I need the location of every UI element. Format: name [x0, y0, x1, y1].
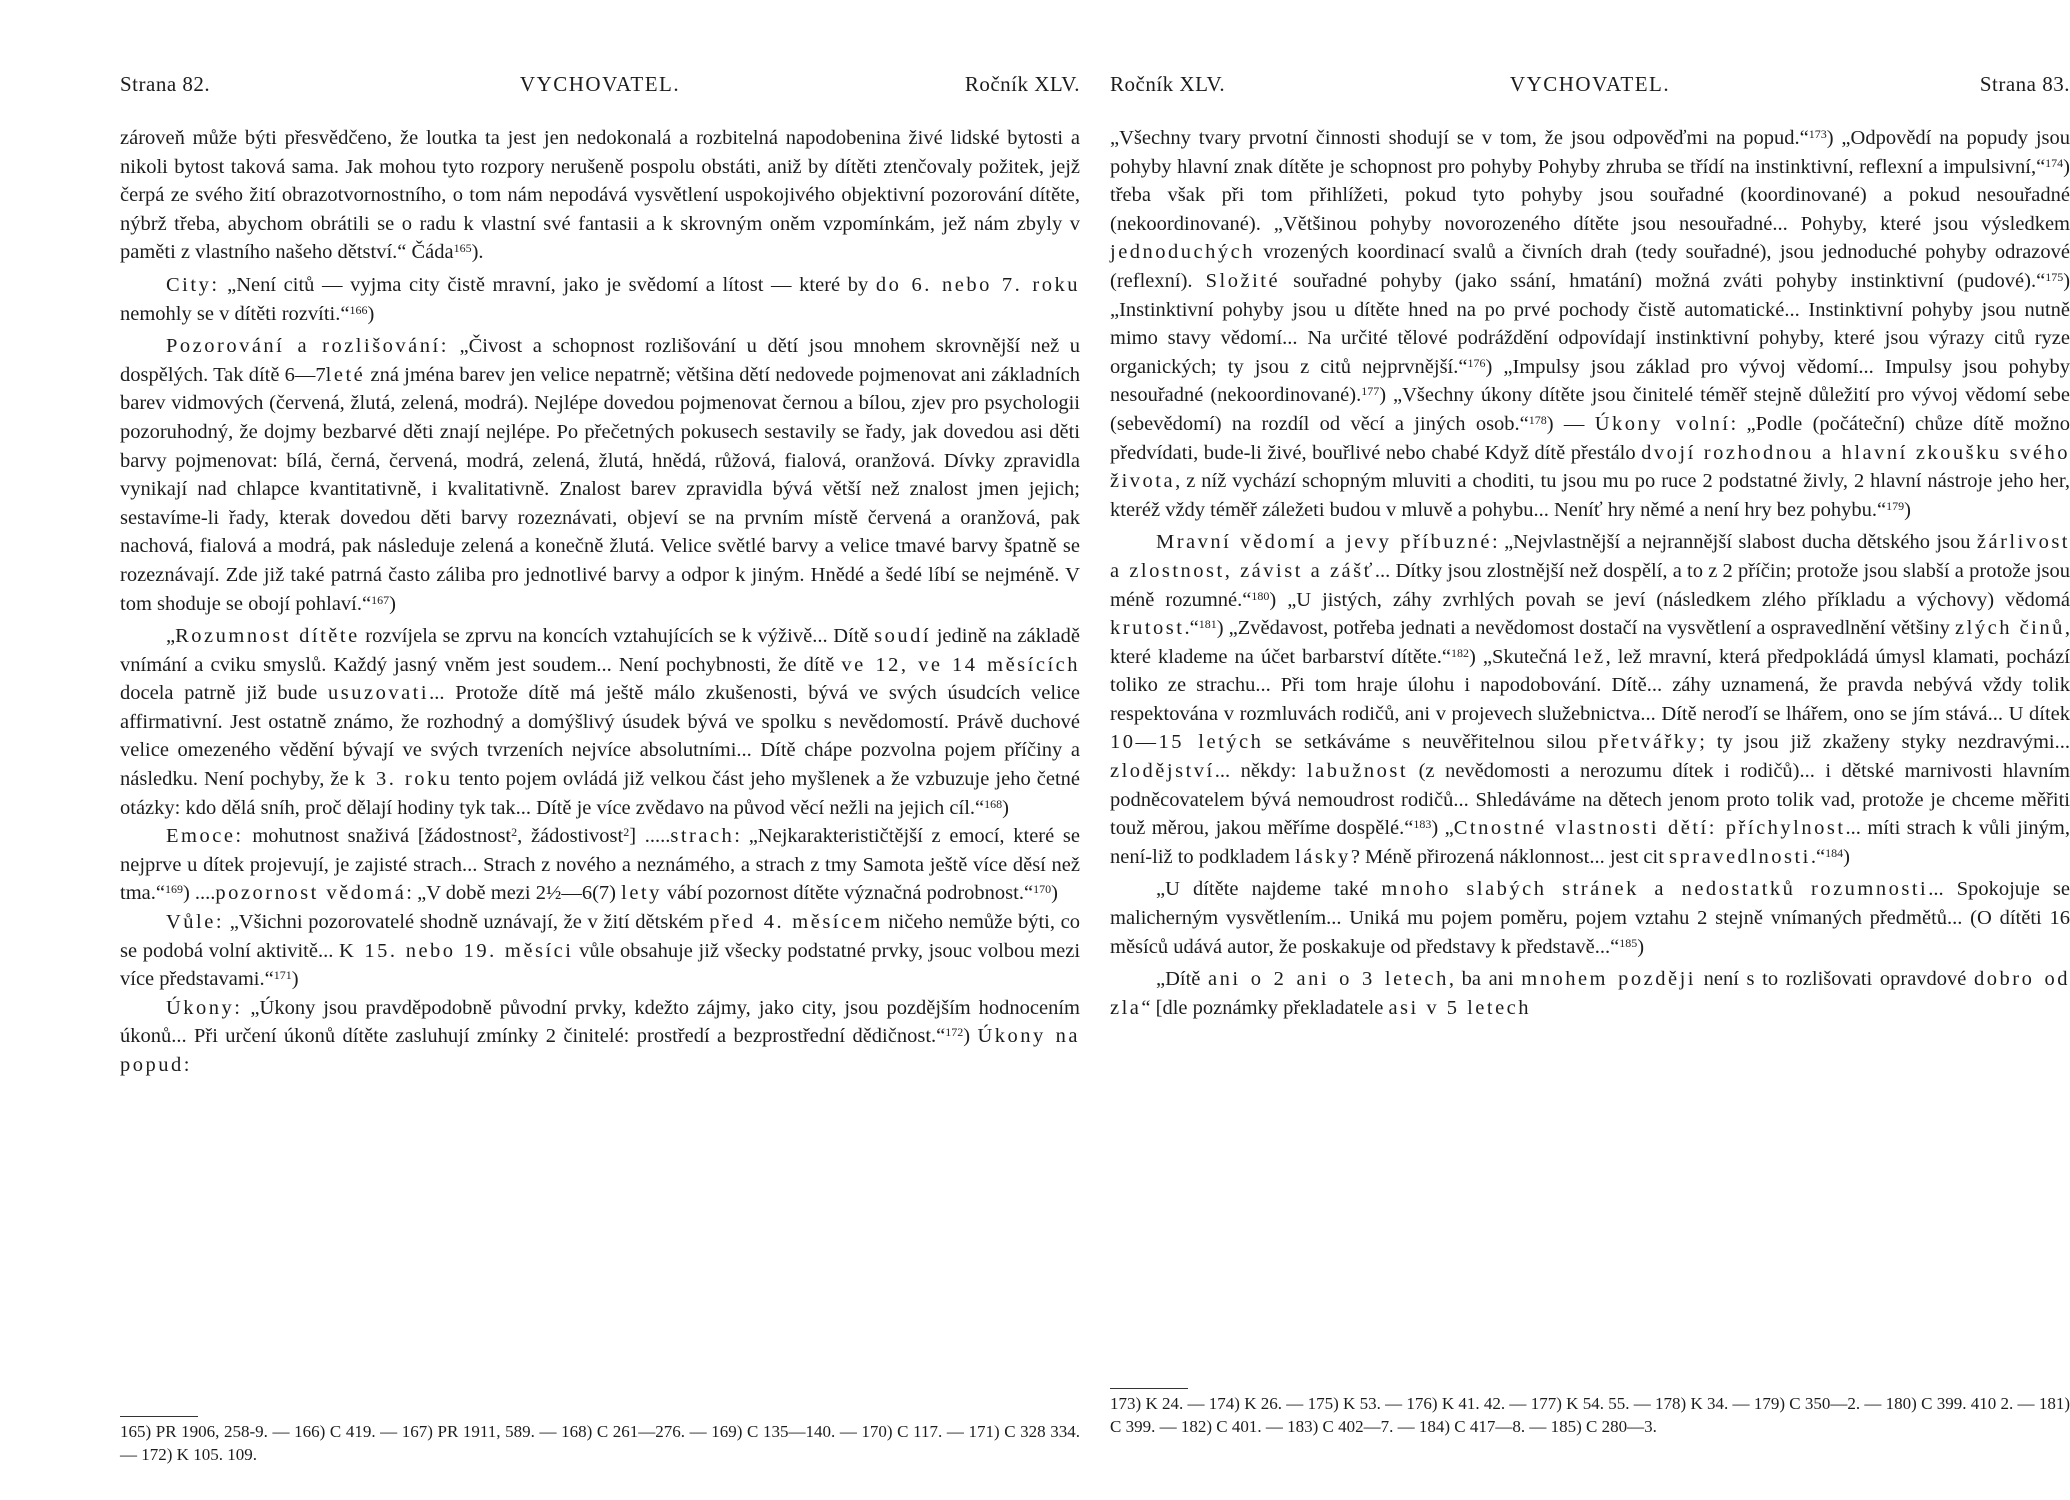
page-number: Strana 83.	[1979, 72, 2070, 96]
paragraph: „U dítěte najdeme také mnoho slabých stránek a nedostatků rozumnosti... Spokojuje se malicherným vysvětlením... Uniká mu pojem poměru, pojem vztahu 2 stejně vnímaných předmětů... (O dítěti 16 měsíců udává autor, že poskakuje od představy k představě...“$^{185}$)	[1110, 878, 2070, 958]
volume-label: Ročník XLV.	[964, 72, 1080, 96]
paragraph: Pozorování a rozlišování: „Čivost a schopnost rozlišování u dětí jsou mnohem skrovnější než u dospělých. Tak dítě 6—7leté zná jména barev jen velice nepatrně; většina dětí nedovede pojmenovat ani základních barev vidmových (červená, žlutá, zelená, modrá). Nejlépe dovedou pojmenovat černou a bílou, zjev pro psychologii pozoruhodný, že dojmy bezbarvé děti znají nejlépe. Po přečetných pokusech sestavily se řady, jak dovedou asi děti barvy pojmenovat: bílá, černá, červená, modrá, zelená, žlutá, hnědá, růžová, fialová, oranžová. Dívky zpravidla vynikají nad chlapce kvantitativně, i kvalitativně. Znalost barev zpravidla bývá větší než znalost jmen jejich; sestavíme-li řady, kterak dovedou děti barvy rozeznávati, objeví se na prvním místě červená a oranžová, pak nachová, fialová a modrá, pak následuje zelená a konečně žlutá. Velice světlé barvy a velice tmavé barvy špatně se rozeznávají. Zde již také patrná často záliba pro jednotlivé barvy a odpor k jiným. Hnědé a šedé líbí se nejméně. V tom shoduje se obojí pohlaví.“$^{167}$)	[120, 335, 1080, 615]
paragraph: zároveň může býti přesvědčeno, že loutka ta jest jen nedokonalá a rozbitelná napodobenina živé lidské bytosti a nikoli bytost taková sama. Jak mohou tyto rozpory nerušeně pospolu obstáti, aniž by dítěti ztenčovaly požitek, jejž čerpá ze svého žití obrazotvornostního, o tom nám nepodává vysvětlení uspokojivého objektivní pozorování dítěte, nýbrž třeba, abychom obrátili se o radu k vlastní své fantasii a k skrovným oněm vzpomínkám, jež nám zbyly v paměti z vlastního našeho dětství.“ Čáda$^{165}$).	[120, 127, 1080, 264]
section-heading: Vůle:	[166, 911, 225, 934]
page-number: Strana 82.	[120, 72, 211, 96]
section-heading: City:	[166, 273, 220, 296]
paragraph: Emoce: mohutnost snaživá [žádostnost$^2$, žádostivost$^2$] .....strach: „Nejkarakterističtější z emocí, které se nejprve u dítek projevují, je zajisté strach... Strach z nového a neznámého, a strach z tmy Samota ještě více děsí než tma.“$^{169}$) ....pozornost vědomá: „V době mezi 2½—6(7) lety vábí pozornost dítěte význačná podrobnost.“$^{170}$)	[120, 825, 1080, 905]
paragraph: Vůle: „Všichni pozorovatelé shodně uznávají, že v žití dětském před 4. měsícem ničeho nemůže býti, co se podobá volní aktivitě... K 15. nebo 19. měsíci vůle obsahuje již všecky podstatné prvky, jsouc volbou mezi více představami.“$^{171}$)	[120, 911, 1081, 991]
right-page-header	[1110, 72, 2070, 104]
footnotes: 173) K 24. — 174) K 26. — 175) K 53. — 176) K 41. 42. — 177) K 54. 55. — 178) K 34. — 179) C 350—2. — 180) C 399. 410 2. — 181) C 399. — 182) C 401. — 183) C 402—7. — 184) C 417—8. — 185) C 280—3.	[1110, 1394, 2070, 1436]
paragraph: „Dítě ani o 2 ani o 3 letech, ba ani mnohem později není s to rozlišovati opravdové dobro od zla“ [dle poznámky překladatele asi v 5 letech	[1110, 968, 2070, 1019]
left-page	[120, 0, 1080, 1500]
right-page-text	[1110, 124, 2070, 1022]
journal-title: VYCHOVATEL.	[1509, 72, 1671, 96]
right-page	[1110, 0, 2070, 1500]
footnote-rule	[120, 1416, 198, 1417]
footnotes: 165) PR 1906, 258-9. — 166) C 419. — 167) PR 1911, 589. — 168) C 261—276. — 169) C 135—140. — 170) C 117. — 171) C 328 334. — 172) K 105. 109.	[120, 1422, 1080, 1464]
section-heading: Emoce:	[166, 825, 244, 848]
paragraph: „Rozumnost dítěte rozvíjela se zprvu na koncích vztahujících se k výživě... Dítě soudí jedině na základě vnímání a cviku smyslů. Každý jasný vněm jest soudem... Není pochybnosti, že dítě ve 12, ve 14 měsících docela patrně již bude usuzovati... Protože dítě má ještě málo zkušenosti, bývá ve svých úsudcích velice affirmativní. Jest ostatně známo, že rozhodný a domýšlivý úsudek bývá ve spolku s nevědomostí. Právě duchové velice omezeného vědění bývají ve svých tvrzeních nejvíce absolutními... Dítě chápe pozvolna pojem příčiny a následku. Není pochyby, že k 3. roku tento pojem ovládá již velkou část jeho myšlenek a že vzbuzuje jeho četné otázky: kdo dělá sníh, proč dělají hodiny tyk tak... Dítě je více zvědavo na původ věcí nežli na jejich cíl.“$^{168}$)	[120, 625, 1081, 819]
footnote-rule	[1110, 1388, 1188, 1389]
section-heading: Pozorování a rozlišování:	[166, 335, 449, 358]
journal-title: VYCHOVATEL.	[519, 72, 681, 96]
paragraph: Mravní vědomí a jevy příbuzné: „Nejvlastnější a nejrannější slabost ducha dětského jsou žárlivost a zlostnost, závist a zášť... Dítky jsou zlostnější než dospělí, a to z 2 příčin; protože jsou slabší a protože jsou méně rozumné.“$^{180}$) „U jistých, záhy zvrhlých povah se jeví (následkem zlého příkladu a výchovy) vědomá krutost.“$^{181}$) „Zvědavost, potřeba jednati a nevědomost dostačí na vysvětlení a ospravedlnění většiny zlých činů, které klademe na účet barbarství dítěte.“$^{182}$) „Skutečná lež, lež mravní, která předpokládá úmysl klamati, pochází toliko ze strachu... Při tom hraje úlohu i napodobování. Dítě... záhy uznamená, že pravda nebývá vždy tolik respektována v rozmluvách rodičů, ani v projevech služebnictva... Dítě neroďí se lhářem, ono se jím stává... U dítek 10—15 letých se setkáváme s neuvěřitelnou silou přetvářky; ty jsou již zkaženy styky nezdravými... zlodějství... někdy: labužnost (z nevědomosti a nerozumu dítek i rodičů)... i dětské marnivosti hlavním podněcovatelem bývá nemoudrost rodičů... Shledáváme na dětech jenom proto tolik vad, protože je chceme měřiti touž měrou, jakou měříme dospělé.“$^{183}$) „Ctnostné vlastnosti dětí: příchylnost... míti strach k vůli jiným, není-liž to podkladem lásky? Méně přirozená náklonnost... jest cit spravedlnosti.“$^{184}$)	[1110, 531, 2070, 868]
left-page-header	[120, 72, 1080, 104]
section-heading: Mravní vědomí a jevy příbuzné	[1156, 531, 1492, 554]
volume-label: Ročník XLV.	[1110, 72, 1226, 96]
paragraph: Úkony: „Úkony jsou pravděpodobně původní prvky, kdežto zájmy, jako city, jsou pozdějším hodnocením úkonů... Při určení úkonů dítěte zasluhují zmínky 2 činitelé: prostředí a bezprostřední dědičnost.“$^{172}$) Úkony na popud:	[120, 996, 1081, 1076]
left-page-text	[120, 124, 1080, 1080]
paragraph: City: „Není citů — vyjma city čistě mravní, jako je svědomí a lítost — které by do 6. nebo 7. roku nemohly se v dítěti rozvíti.“$^{166}$)	[120, 273, 1080, 325]
section-heading: Úkony:	[166, 996, 243, 1019]
paragraph: „Všechny tvary prvotní činnosti shodují se v tom, že jsou odpověďmi na popud.“$^{173}$) „Odpovědí na popudy jsou pohyby hlavní znak dítěte je schopnost pro pohyby Pohyby zhruba se třídí na instinktivní, reflexní a impulsivní,“$^{174}$) třeba však při tom přihlížeti, pokud tyto pohyby jsou souřadné (koordinované) a pokud nesouřadné (nekoordinované). „Většinou pohyby novorozeného dítěte jsou nesouřadné... Pohyby, které jsou výsledkem jednoduchých vrozených koordinací svalů a čivních drah (tedy souřadné), jsou jednoduché pohyby odrazové (reflexní). Složité souřadné pohyby (jako ssání, hmatání) možná zváti pohyby instinktivní (pudové).“$^{175}$) „Instinktivní pohyby jsou u dítěte hned na po prvé pochody čistě automatické... Instinktivní pohyby jsou nutně mimo stavy vědomí... Na určité tělové podráždění odpovídají instinktivní pohyby, které jsou výrazy citů ryze organických; ty jsou z citů nejprvnější.“$^{176}$) „Impulsy jsou základ pro vývoj vědomí... Impulsy jsou pohyby nesouřadné (nekoordinované).$^{177}$) „Všechny úkony dítěte jsou činitelé téměř stejně důležití pro vývoj vědomí sebe (sebevědomí) na rozdíl od věcí a jiných osob.“$^{178}$) — Úkony volní: „Podle (počáteční) chůze dítě možno předvídati, bude-li živé, bouřlivé nebo chabé Když dítě přestálo dvojí rozhodnou a hlavní zkoušku svého života, z níž vychází schopným mluviti a choditi, tu jsou mu po ruce 2 podstatné živly, 2 hlavní nástroje jeho her, kteréž vždy téměř záležeti budou v mluvě a pohybu... Neníť hry němé a není hry bez pohybu.“$^{179}$)	[1110, 127, 2070, 521]
